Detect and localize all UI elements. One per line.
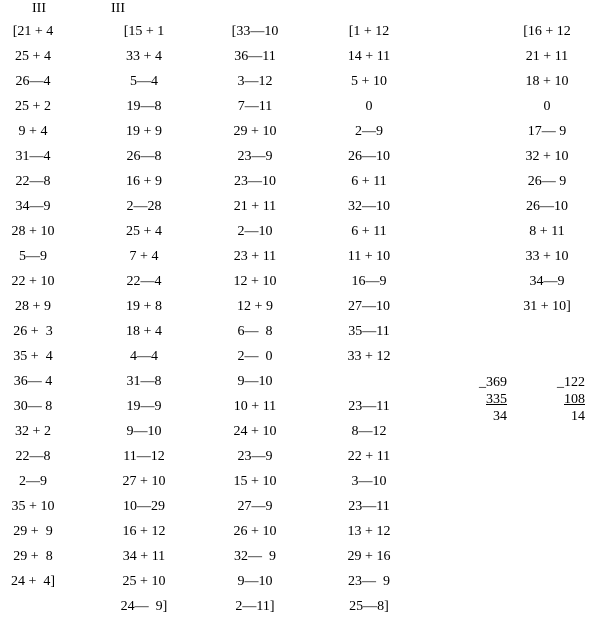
- subtraction-problem-1: [447, 376, 507, 427]
- exercise-item: 34—9: [529, 274, 565, 289]
- exercise-item: 27—10: [348, 299, 390, 314]
- exercise-item: 21 + 11: [525, 49, 569, 64]
- exercise-item: 32 + 10: [525, 149, 569, 164]
- exercise-item: 2—11]: [235, 599, 275, 614]
- exercise-item: [1 + 12: [348, 24, 390, 39]
- exercise-item: 36— 4: [13, 374, 53, 389]
- exercise-item: 9 + 4: [18, 124, 48, 139]
- exercise-item: 23—10: [234, 174, 276, 189]
- exercise-item: 6 + 11: [351, 224, 387, 239]
- exercise-item: 17— 9: [527, 124, 567, 139]
- exercise-item: 15 + 10: [233, 474, 277, 489]
- exercise-item: [518, 500, 576, 525]
- exercise-item: 0: [543, 99, 551, 114]
- exercise-item: [5, 600, 61, 625]
- exercise-item: 9—10: [237, 574, 273, 589]
- exercise-item: 22—8: [15, 449, 51, 464]
- exercise-item: 26 + 3: [13, 324, 53, 339]
- exercise-item: 29 + 8: [13, 549, 53, 564]
- exercise-item: 7 + 4: [129, 249, 159, 264]
- exercise-item: 32— 9: [234, 549, 276, 564]
- exercise-item: 26 + 10: [233, 524, 277, 539]
- exercise-item: [518, 550, 576, 575]
- exercise-item: 34 + 11: [122, 549, 166, 564]
- exercise-item: [518, 600, 576, 625]
- exercise-item: 24 + 10: [233, 424, 277, 439]
- exercise-item: 2—9: [355, 124, 383, 139]
- exercise-item: 22—8: [15, 174, 51, 189]
- exercise-item: 5—4: [130, 74, 158, 89]
- exercise-item: 31—8: [126, 374, 162, 389]
- exercise-item: 28 + 9: [15, 299, 51, 314]
- exercise-item: 26—8: [126, 149, 162, 164]
- exercise-item: 25—8]: [349, 599, 389, 614]
- exercise-item: 16—9: [351, 274, 387, 289]
- subtrahend: 335: [486, 392, 507, 407]
- difference: 14: [571, 409, 585, 424]
- exercise-item: 24 + 4]: [10, 574, 56, 589]
- exercise-item: 2—10: [237, 224, 273, 239]
- minuend: _122: [557, 375, 585, 390]
- exercise-item: 19—9: [126, 399, 162, 414]
- subtraction-problem-2: [525, 376, 585, 427]
- exercise-item: 0: [365, 99, 373, 114]
- exercise-item: 29 + 10: [233, 124, 277, 139]
- exercise-item: 26—10: [526, 199, 568, 214]
- exercise-item: 22 + 11: [347, 449, 391, 464]
- exercise-item: [518, 450, 576, 475]
- exercise-item: 16 + 9: [126, 174, 162, 189]
- exercise-item: 12 + 10: [233, 274, 277, 289]
- exercise-item: 22—4: [126, 274, 162, 289]
- exercise-item: 29 + 16: [347, 549, 391, 564]
- exercise-item: 13 + 12: [347, 524, 391, 539]
- exercise-item: 9—10: [126, 424, 162, 439]
- exercise-item: 8—12: [351, 424, 387, 439]
- exercise-item: 33 + 4: [126, 49, 162, 64]
- exercise-item: 5—9: [19, 249, 47, 264]
- exercise-item: 32 + 2: [15, 424, 51, 439]
- exercise-item: [518, 525, 576, 550]
- exercise-item: 9—10: [237, 374, 273, 389]
- exercise-item: 2—28: [126, 199, 162, 214]
- exercise-item: 26—10: [348, 149, 390, 164]
- exercise-item: 23—9: [237, 449, 273, 464]
- exercise-item: 3—12: [237, 74, 273, 89]
- exercise-column-2: [115, 25, 173, 625]
- exercise-item: 34—9: [15, 199, 51, 214]
- exercise-item: 33 + 10: [525, 249, 569, 264]
- exercise-item: 27—9: [237, 499, 273, 514]
- exercise-item: 23—11: [348, 499, 390, 514]
- exercise-item: 18 + 4: [126, 324, 162, 339]
- exercise-item: 2— 0: [237, 349, 273, 364]
- exercise-item: 32—10: [348, 199, 390, 214]
- exercise-item: 19 + 9: [126, 124, 162, 139]
- exercise-item: 11—12: [123, 449, 165, 464]
- exercise-item: [518, 425, 576, 450]
- exercise-item: 30— 8: [13, 399, 53, 414]
- exercise-item: [16 + 12: [523, 24, 571, 39]
- exercise-column-1: [5, 25, 61, 625]
- column-header-2: III: [111, 1, 125, 16]
- exercise-item: 7—11: [237, 99, 273, 114]
- exercise-column-4: [340, 25, 398, 625]
- exercise-item: 31 + 10]: [523, 299, 571, 314]
- exercise-item: 25 + 10: [122, 574, 166, 589]
- exercise-item: 24— 9]: [120, 599, 168, 614]
- exercise-item: [33—10: [231, 24, 279, 39]
- subtrahend: 108: [564, 392, 585, 407]
- exercise-item: 12 + 9: [237, 299, 273, 314]
- exercise-item: 21 + 11: [233, 199, 277, 214]
- exercise-item: 33 + 12: [347, 349, 391, 364]
- exercise-item: [15 + 1: [123, 24, 165, 39]
- exercise-item: [518, 325, 576, 350]
- exercise-item: 25 + 4: [15, 49, 51, 64]
- exercise-item: 3—10: [351, 474, 387, 489]
- exercise-item: 10—29: [123, 499, 165, 514]
- exercise-item: 25 + 4: [126, 224, 162, 239]
- exercise-column-5: [518, 25, 576, 625]
- exercise-item: 6— 8: [237, 324, 273, 339]
- exercise-item: 29 + 9: [13, 524, 53, 539]
- exercise-item: [518, 350, 576, 375]
- exercise-item: 14 + 11: [347, 49, 391, 64]
- exercise-item: 28 + 10: [11, 224, 55, 239]
- exercise-item: 26—4: [15, 74, 51, 89]
- exercise-item: 31—4: [15, 149, 51, 164]
- exercise-column-3: [226, 25, 284, 625]
- exercise-item: 22 + 10: [11, 274, 55, 289]
- exercise-item: 19 + 8: [126, 299, 162, 314]
- exercise-item: 5 + 10: [351, 74, 387, 89]
- column-header-1: III: [32, 1, 46, 16]
- exercise-item: [518, 575, 576, 600]
- exercise-item: 4—4: [130, 349, 158, 364]
- exercise-item: 36—11: [234, 49, 276, 64]
- exercise-item: [21 + 4: [12, 24, 54, 39]
- exercise-item: [340, 375, 398, 400]
- exercise-item: 35—11: [348, 324, 390, 339]
- exercise-item: 23—9: [237, 149, 273, 164]
- exercise-item: 8 + 11: [529, 224, 565, 239]
- difference: 34: [493, 409, 507, 424]
- exercise-item: [518, 475, 576, 500]
- exercise-item: 23 + 11: [233, 249, 277, 264]
- exercise-item: 2—9: [19, 474, 47, 489]
- exercise-item: 23— 9: [348, 574, 390, 589]
- exercise-item: 10 + 11: [233, 399, 277, 414]
- exercise-item: 25 + 2: [15, 99, 51, 114]
- exercise-item: 26— 9: [527, 174, 567, 189]
- exercise-item: 35 + 4: [13, 349, 53, 364]
- exercise-item: 19—8: [126, 99, 162, 114]
- exercise-item: 11 + 10: [347, 249, 391, 264]
- exercise-item: 35 + 10: [11, 499, 55, 514]
- exercise-item: 23—11: [348, 399, 390, 414]
- minuend: _369: [479, 375, 507, 390]
- exercise-item: 6 + 11: [351, 174, 387, 189]
- exercise-item: 16 + 12: [122, 524, 166, 539]
- exercise-item: 27 + 10: [122, 474, 166, 489]
- exercise-item: 18 + 10: [525, 74, 569, 89]
